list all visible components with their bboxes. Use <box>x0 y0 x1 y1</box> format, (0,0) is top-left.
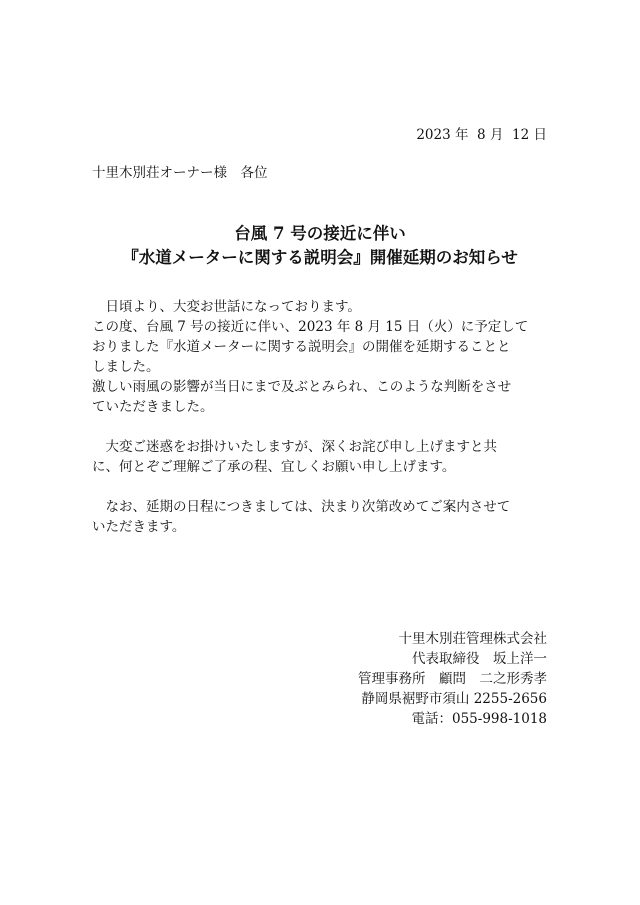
body-line: 大変ご迷惑をお掛けいたしますが、深くお詫び申し上げますと共 <box>92 439 497 455</box>
sender-phone: 電話：055-998-1018 <box>411 711 547 727</box>
body-line: しました。 <box>92 359 160 375</box>
recipient-line: 十里木別荘オーナー様 各位 <box>92 165 268 181</box>
paragraph-followup <box>92 497 550 537</box>
sender-signature-block <box>358 629 547 729</box>
body-line: いただきます。 <box>92 519 186 535</box>
paragraph-apology <box>92 437 550 477</box>
title-line-2: 『水道メーターに関する説明会』開催延期のお知らせ <box>122 248 518 267</box>
document-title <box>0 222 640 270</box>
paragraph-greeting-notice <box>92 297 550 417</box>
paragraph-spacer <box>92 477 550 497</box>
body-line: ていただきました。 <box>92 399 214 415</box>
sender-address: 静岡県裾野市須山 2255-2656 <box>361 691 547 707</box>
body-line: この度、台風 7 号の接近に伴い、2023 年 8 月 15 日（火）に予定して <box>92 319 529 335</box>
body-line: おりました『水道メーターに関する説明会』の開催を延期することと <box>92 339 511 355</box>
sender-office: 管理事務所 顧問 二之形秀孝 <box>358 671 547 687</box>
letter-body <box>92 297 550 537</box>
document-date: 2023 年 8 月 12 日 <box>416 127 547 143</box>
title-line-1: 台風 7 号の接近に伴い <box>234 224 406 243</box>
body-line: なお、延期の日程につきましては、決まり次第改めてご案内させて <box>92 499 511 515</box>
sender-representative: 代表取締役 坂上洋一 <box>412 651 547 667</box>
paragraph-spacer <box>92 417 550 437</box>
body-line: に、何とぞご理解ご了承の程、宜しくお願い申し上げます。 <box>92 459 456 475</box>
body-line: 激しい雨風の影響が当日にまで及ぶとみられ、このような判断をさせ <box>92 379 512 395</box>
sender-company: 十里木別荘管理株式会社 <box>398 631 547 647</box>
body-line: 日頃より、大変お世話になっております。 <box>92 299 361 315</box>
